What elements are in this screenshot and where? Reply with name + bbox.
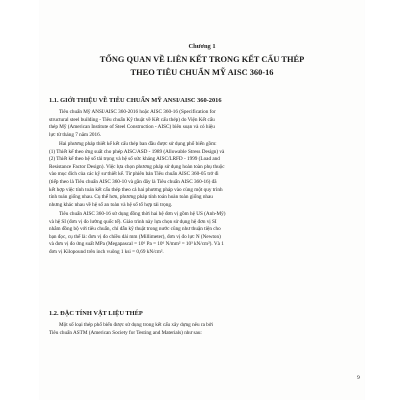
text-line: Một số loại thép phổ biến được sử dụng trong kết cấu xây dựng nêu ra bởi bbox=[59, 322, 213, 328]
text-line: vào mục đích của các kỹ sư thiết kế. Từ phiên bản Tiêu chuẩn AISC 360-05 trở đi bbox=[49, 171, 219, 178]
text-line: (tiếp theo là Tiêu chuẩn AISC 360-10 và gần đây là Tiêu chuẩn AISC 360-16) đã bbox=[49, 178, 217, 185]
text-line: structural steel building - Tiêu chuẩn Kỹ thuật về Kết cấu thép) do Viện Kết cấu bbox=[49, 116, 215, 123]
text-line: đơn vị Kilopound trên inch vuông 1 ksi = 0,69 kN/cm². bbox=[49, 248, 164, 255]
paragraph bbox=[49, 109, 318, 139]
chapter-title-line: THEO TIÊU CHUẨN MỸ AISC 360-16 bbox=[130, 67, 274, 77]
paragraph bbox=[49, 211, 318, 257]
text-line: và hệ SI (đơn vị đo lường quốc tế). Giáo trình này lựa chọn sử dụng hệ đơn vị SI bbox=[49, 218, 217, 225]
chapter-title bbox=[40, 54, 364, 79]
chapter-label: Chương 1 bbox=[188, 43, 216, 50]
text-line: kết hợp việc tính toán kết cấu thép theo cả hai phương pháp vào cùng một quy trình bbox=[49, 186, 223, 193]
text-line: thép Mỹ (American Institute of Steel Construction - AISC) biên soạn và có hiệu bbox=[49, 124, 215, 131]
text-line: và đơn vị đo ứng suất MPa (Megapascal = 10⁶ Pa = 10⁶ N/mm² = 10³ kN/cm²). Và 1 bbox=[49, 241, 224, 248]
text-line: nhưng khác nhau về hệ số an toàn và hệ số tổ hợp tải trọng. bbox=[49, 201, 173, 208]
text-line: bạn đọc, cụ thể là: đơn vị đo chiều dài mm (Millimeter), đơn vị đo lực N (Newton) bbox=[49, 233, 221, 240]
text-line: Tiêu chuẩn ASTM (American Society for Testing and Materials) như sau: bbox=[49, 329, 202, 336]
text-line: (1) Thiết kế theo ứng suất cho phép AISC/ASD - 1989 (Allowable Stress Design) và bbox=[49, 148, 225, 155]
text-line: Tiêu chuẩn Mỹ ANSI/AISC 360-2016 hoặc AISC 360-16 (Specification for bbox=[59, 109, 216, 115]
chapter-title-line: TỔNG QUAN VỀ LIÊN KẾT TRONG KẾT CẤU THÉP bbox=[99, 55, 305, 64]
section-heading: 1.2. ĐẶC TÍNH VẬT LIỆU THÉP bbox=[49, 310, 143, 317]
paragraph bbox=[49, 322, 318, 337]
text-line: (2) Thiết kế theo hệ số tải trọng và hệ số sức kháng AISC/LRFD - 1999 (Load and bbox=[49, 156, 220, 163]
text-line: nhằm đồng bộ với tiêu chuẩn, chỉ dẫn kỹ thuật trong nước cũng như thuận tiện cho bbox=[49, 226, 221, 233]
text-line: Hai phương pháp thiết kế kết cấu thép ban đầu được sử dụng phổ biến gồm: bbox=[59, 141, 217, 147]
section-heading: 1.1. GIỚI THIỆU VỀ TIÊU CHUẨN MỸ ANSI/AISC 360-2016 bbox=[49, 97, 222, 104]
text-line: Tiêu chuẩn AISC 360-16 sử dụng đồng thời hai hệ đơn vị gồm hệ US (Anh-Mỹ) bbox=[59, 211, 226, 217]
page-number: 9 bbox=[357, 375, 360, 381]
text-line: tính toán giống nhau. Cụ thể hơn, phương pháp tính toán hoàn toàn giống nhau bbox=[49, 194, 213, 201]
text-line: lực từ tháng 7 năm 2016. bbox=[49, 131, 102, 138]
text-line: Resistance Factor Design). Việc lựa chọn phương pháp sử dụng hoàn toàn phụ thuộc bbox=[49, 163, 225, 170]
paragraph bbox=[49, 141, 318, 209]
